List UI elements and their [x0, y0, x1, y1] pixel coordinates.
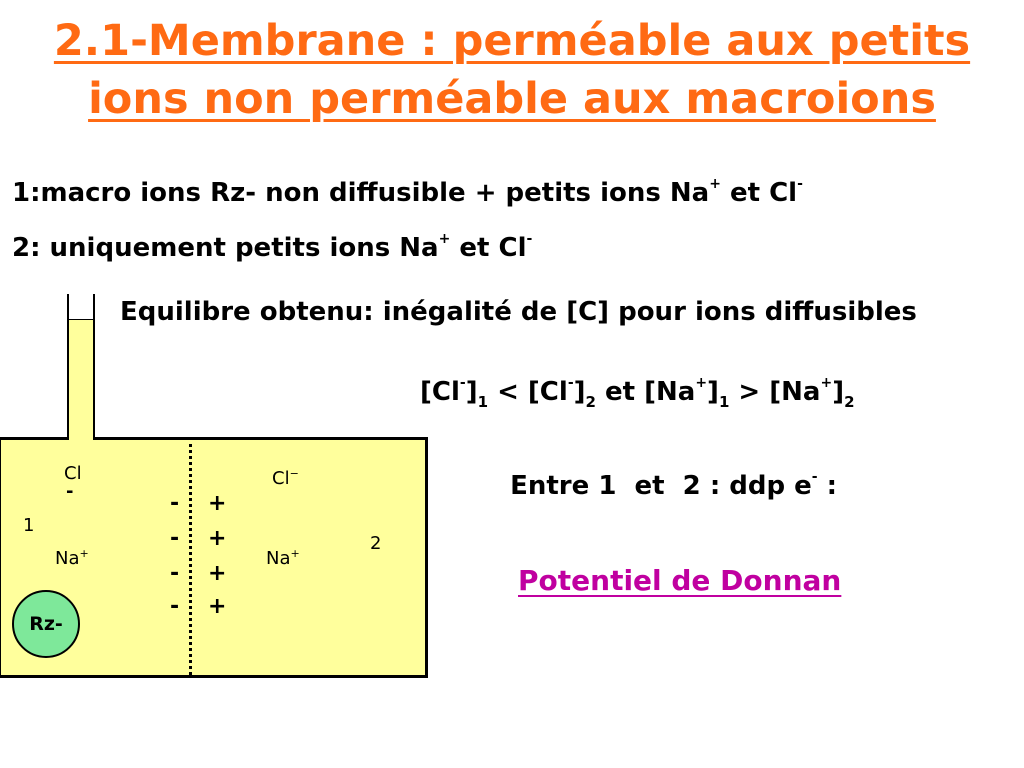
concentration-relation: $[Cl^-]_1 < [Cl^-]_2$ et $[Na^+]_1 > [Na^+]_2$: [420, 375, 855, 411]
right-sodium-label: Na+: [266, 547, 300, 569]
minus-charge: -: [170, 526, 180, 551]
capillary-tube-top: [67, 294, 95, 320]
plus-charge: +: [208, 594, 227, 619]
compartment-1-label: 1: [23, 515, 35, 536]
donnan-potential-link[interactable]: Potentiel de Donnan: [518, 564, 842, 597]
left-chloride-charge: -: [66, 481, 74, 502]
semi-permeable-membrane: [189, 437, 192, 675]
compartment-2-label: 2: [370, 533, 382, 554]
plus-charge: +: [208, 491, 227, 516]
title-line-1: 2.1-Membrane : perméable aux petits: [53, 16, 971, 66]
slide-title: [0, 12, 1024, 128]
capillary-tube: [67, 320, 95, 440]
plus-charge: +: [208, 561, 227, 586]
title-line-2: ions non perméable aux macroions: [88, 74, 936, 124]
equilibrium-text: Equilibre obtenu: inégalité de [C] pour ions diffusibles: [120, 297, 917, 327]
macroion-label: Rz-: [29, 613, 63, 635]
potential-difference-text: Entre 1 et 2 : ddp e- :: [510, 469, 838, 501]
minus-charge: -: [170, 491, 180, 516]
left-sodium-label: Na+: [55, 547, 89, 569]
left-chloride-label: Cl: [64, 463, 82, 484]
minus-charge: -: [170, 561, 180, 586]
right-chloride-label: Cl−: [272, 467, 299, 489]
compartment-1-description: 1:macro ions Rz- non diffusible + petits ions Na+ et Cl-: [12, 176, 803, 208]
plus-charge: +: [208, 526, 227, 551]
minus-charge: -: [170, 594, 180, 619]
compartment-2-description: 2: uniquement petits ions Na+ et Cl-: [12, 231, 533, 263]
macroion-circle: [12, 590, 80, 658]
